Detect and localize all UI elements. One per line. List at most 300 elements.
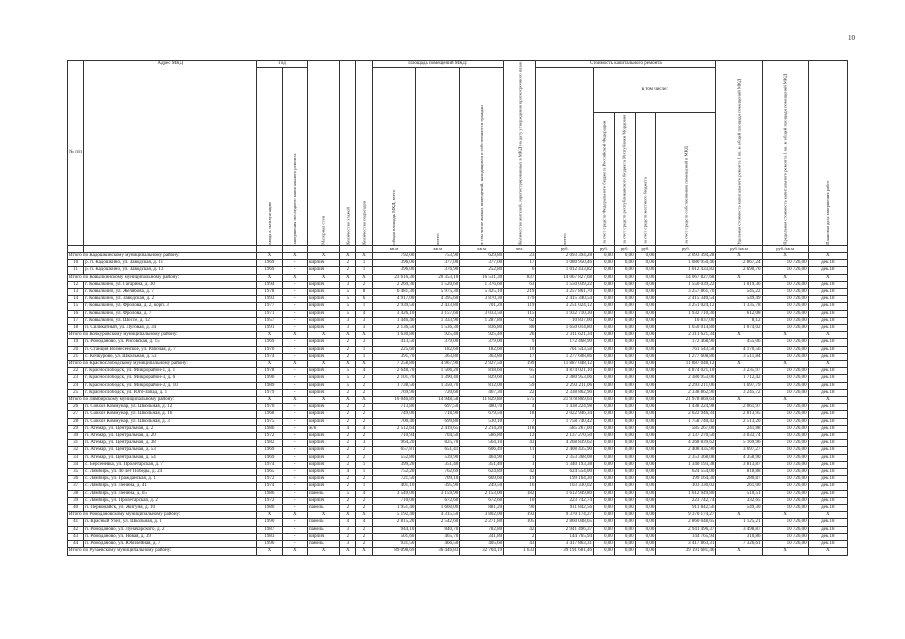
cell-l: 0,00 xyxy=(614,288,635,295)
cell-h: 377,00 xyxy=(460,260,504,267)
cell-l: 0,00 xyxy=(614,505,635,512)
row-number: 28 xyxy=(68,418,84,425)
cell-f: 749,00 xyxy=(372,411,416,418)
cell-p: X xyxy=(762,274,808,281)
cell-d: X xyxy=(340,397,356,404)
cell-p: 10 726,00 xyxy=(762,411,808,418)
cell-g: 466,50 xyxy=(416,541,460,548)
cell-a: 1975 xyxy=(257,418,282,425)
cell-m: 0,00 xyxy=(635,447,656,454)
cell-f: 413,50 xyxy=(372,339,416,346)
cell-q: дек.18 xyxy=(808,411,847,418)
cell-o: 1 019,36 xyxy=(716,281,762,288)
cell-k: 0,00 xyxy=(594,346,615,353)
cell-p: 10 726,00 xyxy=(762,389,808,396)
cell-k: 0,00 xyxy=(594,469,615,476)
cell-n: 11 887 048,12 xyxy=(656,361,716,368)
cell-k: 0,00 xyxy=(594,440,615,447)
cell-o: 1 712,42 xyxy=(716,375,762,382)
cell-i: 115 xyxy=(504,310,536,317)
cell-e: 2 xyxy=(356,476,372,483)
cell-j: 3 251 024,12 xyxy=(536,303,594,310)
cell-l: 0,00 xyxy=(614,519,635,526)
cell-j: 2 093 394,28 xyxy=(536,252,594,259)
cell-a: 1989 xyxy=(257,382,282,389)
cell-c: кирпич xyxy=(307,296,339,303)
cell-j: 1 932 710,30 xyxy=(536,310,594,317)
cell-a: 1986 xyxy=(257,490,282,497)
cell-n: 2 415 340,54 xyxy=(656,296,716,303)
district-total-row xyxy=(68,252,848,259)
cell-a: 1991 xyxy=(257,325,282,332)
cell-m: 0,00 xyxy=(635,389,656,396)
cell-j: 199 164,30 xyxy=(536,476,594,483)
cell-q: дек.18 xyxy=(808,433,847,440)
cell-b: - xyxy=(282,533,307,540)
cell-b: - xyxy=(282,476,307,483)
cell-c: кирпич xyxy=(307,411,339,418)
cell-o: 280,87 xyxy=(716,476,762,483)
cell-h: 405,60 xyxy=(460,541,504,548)
district-total-label: Итого по Краснослободскому муниципальному району: xyxy=(68,361,257,368)
cell-l: 0,00 xyxy=(614,483,635,490)
cell-o: 1 335,78 xyxy=(716,303,762,310)
cell-o: X xyxy=(716,332,762,339)
cell-d: 2 xyxy=(340,339,356,346)
cell-q: дек.18 xyxy=(808,339,847,346)
cell-e: 3 xyxy=(356,339,372,346)
cell-i: 43 xyxy=(504,440,536,447)
cell-o: 5 169,96 xyxy=(716,440,762,447)
row-number: 20 xyxy=(68,346,84,353)
cell-n: 761 543,58 xyxy=(656,346,716,353)
row-number: 40 xyxy=(68,505,84,512)
row-number: 30 xyxy=(68,433,84,440)
cell-a: 1990 xyxy=(257,375,282,382)
cell-i: 837 xyxy=(504,274,536,281)
row-number: 10 xyxy=(68,260,84,267)
cell-d: 4 xyxy=(340,469,356,476)
cell-f: 1 738,50 xyxy=(372,382,416,389)
cell-q: дек.18 xyxy=(808,541,847,548)
cell-k: 0,00 xyxy=(594,425,615,432)
cell-p: 10 726,00 xyxy=(762,469,808,476)
cell-n: 4 268 839,62 xyxy=(656,440,716,447)
cell-m: 0,00 xyxy=(635,526,656,533)
cell-m: 0,00 xyxy=(635,497,656,504)
cell-h: 812,00 xyxy=(460,382,504,389)
cell-k: 0,00 xyxy=(594,339,615,346)
cell-p: 10 726,00 xyxy=(762,526,808,533)
col-cost-loc: за счет средств местного бюджета xyxy=(635,112,656,245)
row-number: 25 xyxy=(68,389,84,396)
cell-g: 3 159,90 xyxy=(416,490,460,497)
cell-f: 7 258,80 xyxy=(372,361,416,368)
cell-n: 2 311 621,34 xyxy=(656,332,716,339)
cell-o: X xyxy=(716,397,762,404)
cell-g: 2 419,65 xyxy=(416,425,460,432)
cell-c: X xyxy=(307,397,339,404)
cell-i: 9 xyxy=(504,339,536,346)
cell-m: 0,00 xyxy=(635,512,656,519)
cell-e: 3 xyxy=(356,317,372,324)
row-address: г. Ковылкино, ул. Фролова, д. 2, корп. 3 xyxy=(84,303,257,310)
cell-n: 14 067 827,68 xyxy=(656,274,716,281)
cell-c: кирпич xyxy=(307,288,339,295)
cell-k: 0,00 xyxy=(594,325,615,332)
cell-p: 10 726,00 xyxy=(762,310,808,317)
cell-p: X xyxy=(762,252,808,259)
row-number: 43 xyxy=(68,533,84,540)
district-total-label: Итого по Ковылкинскому муниципальному району: xyxy=(68,274,257,281)
cell-k: 0,00 xyxy=(594,447,615,454)
cell-c: кирпич xyxy=(307,447,339,454)
cell-b: - xyxy=(282,519,307,526)
cell-p: 10 726,00 xyxy=(762,461,808,468)
cell-g: 1 660,00 xyxy=(416,505,460,512)
cell-n: 10 837,00 xyxy=(656,317,716,324)
col-area: Площадь помещений МКД: xyxy=(372,61,504,68)
cell-i: 43 xyxy=(504,541,536,548)
cell-e: X xyxy=(356,512,372,519)
cell-q: дек.18 xyxy=(808,267,847,274)
table-row xyxy=(68,382,848,389)
cell-m: 0,00 xyxy=(635,361,656,368)
cell-d: 2 xyxy=(340,418,356,425)
cell-k: 0,00 xyxy=(594,260,615,267)
unit: руб. xyxy=(536,245,594,252)
cell-g: 182,60 xyxy=(416,346,460,353)
cell-c: кирпич xyxy=(307,533,339,540)
cell-n: 223 742,74 xyxy=(656,497,716,504)
row-address: п. Атемар, ул. Центральная, д. 53 xyxy=(84,447,257,454)
cell-b: X xyxy=(282,397,307,404)
cell-h: 669,60 xyxy=(460,476,504,483)
cell-g: 840,70 xyxy=(416,526,460,533)
cell-n: 3 417 863,31 xyxy=(656,541,716,548)
cell-k: 0,00 xyxy=(594,497,615,504)
cell-a: 1983 xyxy=(257,533,282,540)
cell-d: 2 xyxy=(340,454,356,461)
row-number: 42 xyxy=(68,526,84,533)
cell-e: 4 xyxy=(356,490,372,497)
cell-p: 10 726,00 xyxy=(762,505,808,512)
cell-b: - xyxy=(282,346,307,353)
cell-j: 1 550 039,22 xyxy=(536,281,594,288)
cell-n: 4 874 021,10 xyxy=(656,368,716,375)
cell-d: 5 xyxy=(340,296,356,303)
cell-j: 2 022 946,34 xyxy=(536,411,594,418)
cell-i: 6 xyxy=(504,267,536,274)
cell-m: 0,00 xyxy=(635,353,656,360)
cell-q: X xyxy=(808,252,847,259)
cell-q: дек.18 xyxy=(808,310,847,317)
cell-a: 1993 xyxy=(257,296,282,303)
cell-j: 2 137 270,50 xyxy=(536,433,594,440)
cell-k: 0,00 xyxy=(594,476,615,483)
cell-k: 0,00 xyxy=(594,332,615,339)
cell-f: 396,00 xyxy=(372,267,416,274)
cell-b: - xyxy=(282,260,307,267)
cell-f: 944,10 xyxy=(372,526,416,533)
cell-q: дек.18 xyxy=(808,389,847,396)
cell-o: 818,88 xyxy=(716,469,762,476)
row-address: г. Ковылкино, ул. Желябова, д. 7 xyxy=(84,288,257,295)
cell-k: 0,00 xyxy=(594,490,615,497)
cell-k: 0,00 xyxy=(594,526,615,533)
cell-n: 9 370 174,27 xyxy=(656,512,716,519)
cell-m: 0,00 xyxy=(635,411,656,418)
col-plan-date: Плановая дата завершения работ xyxy=(808,61,847,246)
row-address: с. Берсеневка, ул. Пролетарская, д. 7 xyxy=(84,461,257,468)
cell-o: 3 697,27 xyxy=(716,447,762,454)
cell-c: кирпич xyxy=(307,476,339,483)
cell-j: 2 353 368,08 xyxy=(536,454,594,461)
cell-j: 1 758 740,42 xyxy=(536,418,594,425)
cell-f: 1 446,40 xyxy=(372,317,416,324)
cell-g: 465,70 xyxy=(416,533,460,540)
cell-o: 241,88 xyxy=(716,425,762,432)
cell-c: X xyxy=(307,548,339,555)
cell-i: 80 xyxy=(504,325,536,332)
row-address: п. Совхоз Коммунар, ул. Школьная, д. 16 xyxy=(84,411,257,418)
cell-b: - xyxy=(282,389,307,396)
cell-o: 510,51 xyxy=(716,490,762,497)
cell-i: 11 xyxy=(504,447,536,454)
table-row xyxy=(68,310,848,317)
cell-o: 2 513,20 xyxy=(716,418,762,425)
cell-l: 0,00 xyxy=(614,425,635,432)
cell-l: 0,00 xyxy=(614,433,635,440)
cell-p: X xyxy=(762,332,808,339)
row-number: 17 xyxy=(68,317,84,324)
cell-l: 0,00 xyxy=(614,353,635,360)
cell-a: 1977 xyxy=(257,303,282,310)
cell-g: 699,80 xyxy=(416,418,460,425)
row-number: 19 xyxy=(68,339,84,346)
cell-m: 0,00 xyxy=(635,252,656,259)
header-row-1 xyxy=(68,61,848,68)
row-address: г. Ковылкино, ул. Гагарина, д. 30 xyxy=(84,281,257,288)
cell-g: 651,41 xyxy=(416,447,460,454)
cell-h: 925,40 xyxy=(460,332,504,339)
cell-d: 3 xyxy=(340,325,356,332)
cell-b: - xyxy=(282,505,307,512)
unit: руб./кв.м xyxy=(762,245,808,252)
cell-i: 17 xyxy=(504,353,536,360)
cell-n: 1 550 039,22 xyxy=(656,281,716,288)
cell-o: 8,12 xyxy=(716,317,762,324)
cell-l: 0,00 xyxy=(614,411,635,418)
cell-c: кирпич xyxy=(307,310,339,317)
cell-k: 0,00 xyxy=(594,548,615,555)
cell-d: 2 xyxy=(340,267,356,274)
table-row xyxy=(68,325,848,332)
unit: руб. xyxy=(594,245,615,252)
cell-o: 2 867,24 xyxy=(716,260,762,267)
cell-j: 2 380 953,06 xyxy=(536,375,594,382)
cell-h: 351,40 xyxy=(460,461,504,468)
cell-i: 2 xyxy=(504,533,536,540)
cell-j: 2 860 048,65 xyxy=(536,519,594,526)
cell-f: 721,50 xyxy=(372,476,416,483)
cell-a: 1996 xyxy=(257,541,282,548)
cell-a: 1970 xyxy=(257,404,282,411)
cell-a: X xyxy=(257,548,282,555)
cell-o: X xyxy=(716,512,762,519)
cell-o: 549,49 xyxy=(716,296,762,303)
cell-m: 0,00 xyxy=(635,288,656,295)
unit: руб. xyxy=(656,245,716,252)
cell-i: 53 xyxy=(504,375,536,382)
cell-q: дек.18 xyxy=(808,483,847,490)
cell-e: 2 xyxy=(356,389,372,396)
cell-a: 1972 xyxy=(257,476,282,483)
cell-i: 12 xyxy=(504,433,536,440)
table-row xyxy=(68,303,848,310)
cell-i: 22 xyxy=(504,389,536,396)
row-number: 31 xyxy=(68,440,84,447)
cell-o: 310,86 xyxy=(716,533,762,540)
col-cost-own: за счет средств собственников помещений в МКД xyxy=(656,112,716,245)
cell-c: кирпич xyxy=(307,440,339,447)
cell-c: панель xyxy=(307,541,339,548)
cell-k: 0,00 xyxy=(594,461,615,468)
cell-q: дек.18 xyxy=(808,404,847,411)
table-row xyxy=(68,497,848,504)
cell-h: 467,30 xyxy=(460,389,504,396)
cell-n: 2 093 394,28 xyxy=(656,252,716,259)
cell-c: X xyxy=(307,274,339,281)
cell-q: X xyxy=(808,332,847,339)
cell-a: X xyxy=(257,332,282,339)
cell-e: 2 xyxy=(356,454,372,461)
cell-i: 19 xyxy=(504,476,536,483)
cell-q: дек.18 xyxy=(808,418,847,425)
cell-d: 2 xyxy=(340,533,356,540)
cell-i: 179 xyxy=(504,296,536,303)
cell-a: 1982 xyxy=(257,440,282,447)
unit: кв.м xyxy=(416,245,460,252)
table-row xyxy=(68,541,848,548)
cell-e: 1 xyxy=(356,303,372,310)
cell-q: дек.18 xyxy=(808,526,847,533)
cell-j: 144 765,94 xyxy=(536,533,594,540)
cell-o: 2 813,95 xyxy=(716,411,762,418)
cell-m: 0,00 xyxy=(635,519,656,526)
cell-m: 0,00 xyxy=(635,325,656,332)
col-area-all: всего: xyxy=(416,68,460,246)
cell-p: 10 726,00 xyxy=(762,440,808,447)
cell-c: панель xyxy=(307,490,339,497)
cell-d: 2 xyxy=(340,389,356,396)
cell-o: 261,00 xyxy=(716,483,762,490)
row-address: п. Станция Вознесенское, ул. Рабочая, д. 7 xyxy=(84,346,257,353)
cell-o: X xyxy=(716,361,762,368)
cell-j: 585 267,00 xyxy=(536,425,594,432)
cell-p: 10 726,00 xyxy=(762,483,808,490)
cell-l: 0,00 xyxy=(614,368,635,375)
cell-k: 0,00 xyxy=(594,267,615,274)
cell-i: 7 xyxy=(504,418,536,425)
row-number: 12 xyxy=(68,281,84,288)
cell-q: дек.18 xyxy=(808,353,847,360)
cell-o: 3 235,97 xyxy=(716,368,762,375)
row-number: 23 xyxy=(68,375,84,382)
row-address: р. п. Кадошкино, ул. Заводская, д. 11 xyxy=(84,260,257,267)
cell-a: X xyxy=(257,361,282,368)
row-address: п. Совхоз Коммунар, ул. Школьная, д. 12 xyxy=(84,404,257,411)
row-address: п. Ромоданово, ул. Луначарского, д. 2 xyxy=(84,526,257,533)
repair-plan-table-wrapper xyxy=(67,60,848,556)
cell-h: 881,20 xyxy=(460,505,504,512)
cell-o: 545,22 xyxy=(716,288,762,295)
cell-b: - xyxy=(282,310,307,317)
cell-e: 2 xyxy=(356,447,372,454)
cell-n: 2 353 368,08 xyxy=(656,454,716,461)
table-row xyxy=(68,425,848,432)
cell-h: 3 802,00 xyxy=(460,512,504,519)
cell-q: дек.18 xyxy=(808,260,847,267)
cell-p: 10 726,00 xyxy=(762,325,808,332)
cell-f: 931,50 xyxy=(372,541,416,548)
cell-b: - xyxy=(282,497,307,504)
cell-j: 1 340 193,38 xyxy=(536,461,594,468)
cell-n: 1 438 224,98 xyxy=(656,404,716,411)
row-address: г. Краснослободск, ул. Юго-Запад, д. 1 xyxy=(84,389,257,396)
cell-m: 0,00 xyxy=(635,303,656,310)
cell-g: 379,00 xyxy=(416,339,460,346)
cell-p: 10 726,00 xyxy=(762,447,808,454)
cell-k: 0,00 xyxy=(594,361,615,368)
row-number: 34 xyxy=(68,461,84,468)
cell-j: 1 612 949,80 xyxy=(536,490,594,497)
row-address: п. Атемар, ул. Центральная, д. 38 xyxy=(84,440,257,447)
cell-i: 575 xyxy=(504,397,536,404)
cell-b: - xyxy=(282,447,307,454)
cell-q: дек.18 xyxy=(808,476,847,483)
cell-g: 5 975,30 xyxy=(416,288,460,295)
cell-d: 2 xyxy=(340,353,356,360)
row-number: 39 xyxy=(68,497,84,504)
cell-h: 564,10 xyxy=(460,440,504,447)
cell-q: дек.18 xyxy=(808,469,847,476)
cell-c: кирпич xyxy=(307,346,339,353)
cell-c: X xyxy=(307,361,339,368)
cell-l: 0,00 xyxy=(614,418,635,425)
cell-p: 10 726,00 xyxy=(762,433,808,440)
cell-m: 0,00 xyxy=(635,483,656,490)
cell-d: 2 xyxy=(340,497,356,504)
cell-m: 0,00 xyxy=(635,346,656,353)
cell-d: 3 xyxy=(340,317,356,324)
cell-i: 199 xyxy=(504,361,536,368)
cell-a: 1972 xyxy=(257,433,282,440)
cell-m: 0,00 xyxy=(635,533,656,540)
row-address: с. Кочкурово, ул. Школьная, д. 53 xyxy=(84,353,257,360)
table-row xyxy=(68,519,848,526)
table-row xyxy=(68,353,848,360)
cell-o: 4 358,90 xyxy=(716,454,762,461)
cell-c: кирпич xyxy=(307,325,339,332)
cell-a: 1974 xyxy=(257,483,282,490)
cell-b: - xyxy=(282,433,307,440)
cell-p: 10 726,00 xyxy=(762,425,808,432)
cell-e: 2 xyxy=(356,505,372,512)
cell-f: 3 426,10 xyxy=(372,310,416,317)
cell-l: 0,00 xyxy=(614,548,635,555)
cell-q: X xyxy=(808,274,847,281)
